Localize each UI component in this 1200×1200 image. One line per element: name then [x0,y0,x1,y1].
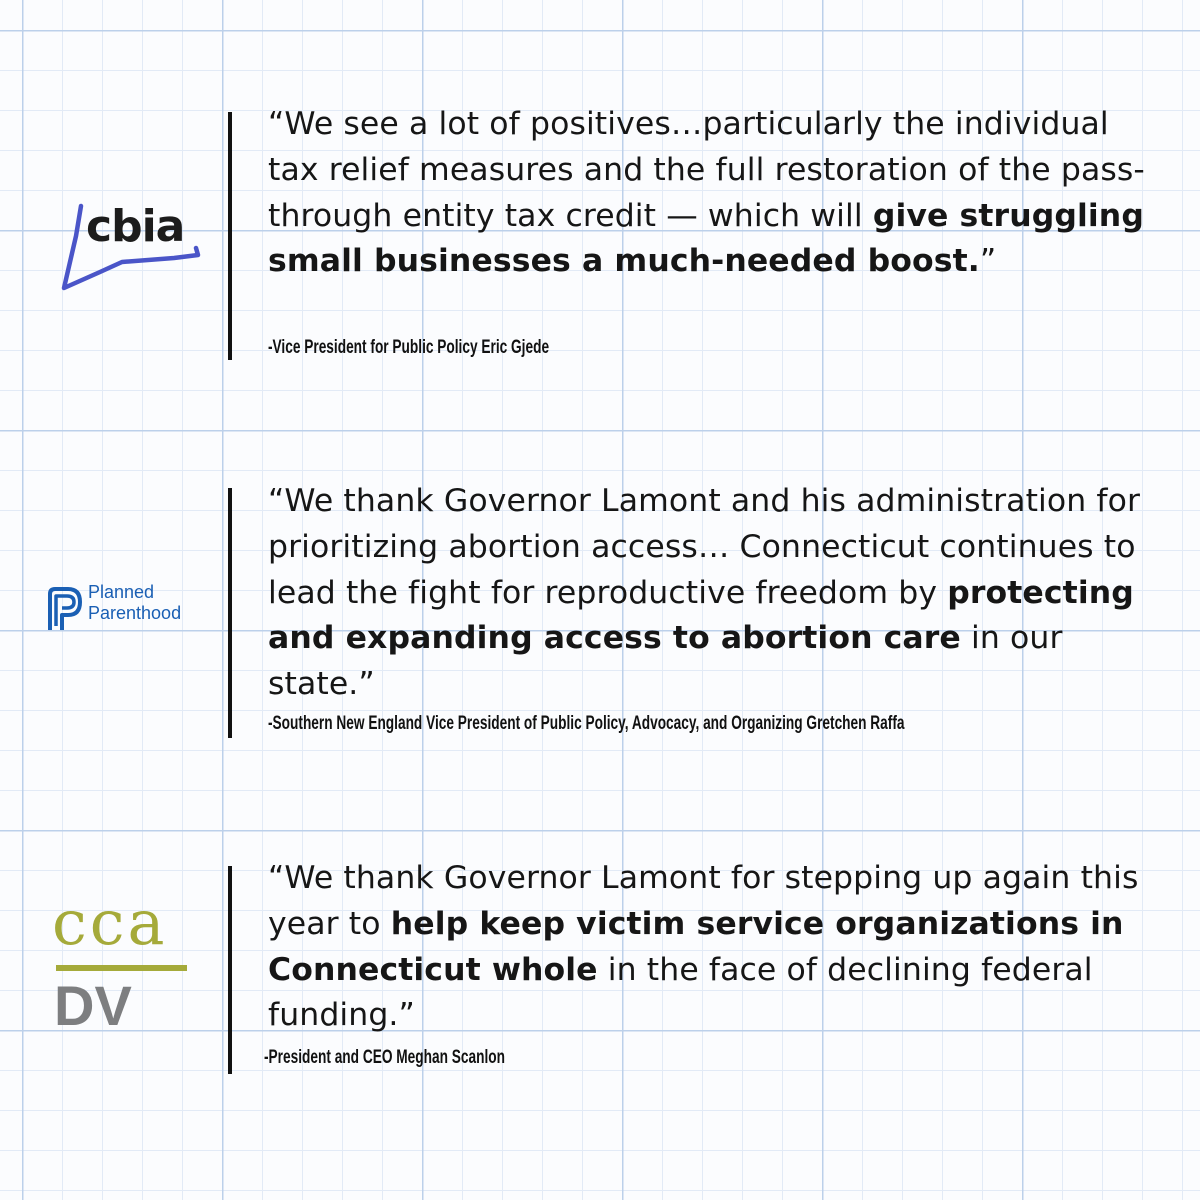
ccadv-top-wordmark: cca [52,886,168,959]
quote-segment: in the face of declining federal funding.” [268,951,1093,1034]
quote-emphasis: give struggling small businesses a much-needed boost. [268,197,1144,280]
quote-text [268,856,1168,1039]
ccadv-logo [52,888,202,1038]
ccadv-rule [56,965,187,971]
cbia-logo [56,200,206,300]
ccadv-bottom-wordmark: DV [54,974,132,1037]
pp-line1: Planned [88,582,155,602]
quote-text [268,479,1168,708]
planned-parenthood-p-icon [46,586,84,632]
quote-divider [228,488,232,738]
quote-segment: “We thank Governor Lamont and his administration for prioritizing abortion access… Connecticut continues to lead the fight for reproductive freedom by [268,483,1141,611]
quote-emphasis: protecting and expanding access to abortion care [268,574,1134,657]
quote-attribution: -President and CEO Meghan Scanlon [264,1047,505,1068]
pp-line2: Parenthood [88,603,182,623]
quote-text [268,102,1168,285]
planned-parenthood-logo [46,582,216,642]
cbia-wordmark: cbia [86,201,185,252]
quote-attribution: -Southern New England Vice President of Public Policy, Advocacy, and Organizing Gretchen Raffa [268,713,905,734]
quote-segment: “We thank Governor Lamont for stepping up again this year to [268,860,1139,942]
quote-segment: in our state.” [268,620,1063,703]
quote-attribution: -Vice President for Public Policy Eric Gjede [268,337,550,358]
quote-segment: “We see a lot of positives…particularly the individual tax relief measures and the full restoration of the pass-through entity tax credit — which will [268,106,1145,234]
quote-segment: ” [979,243,997,280]
quote-divider [228,866,232,1074]
quote-emphasis: help keep victim service organizations in Connecticut whole [268,905,1124,988]
quote-divider [228,112,232,360]
